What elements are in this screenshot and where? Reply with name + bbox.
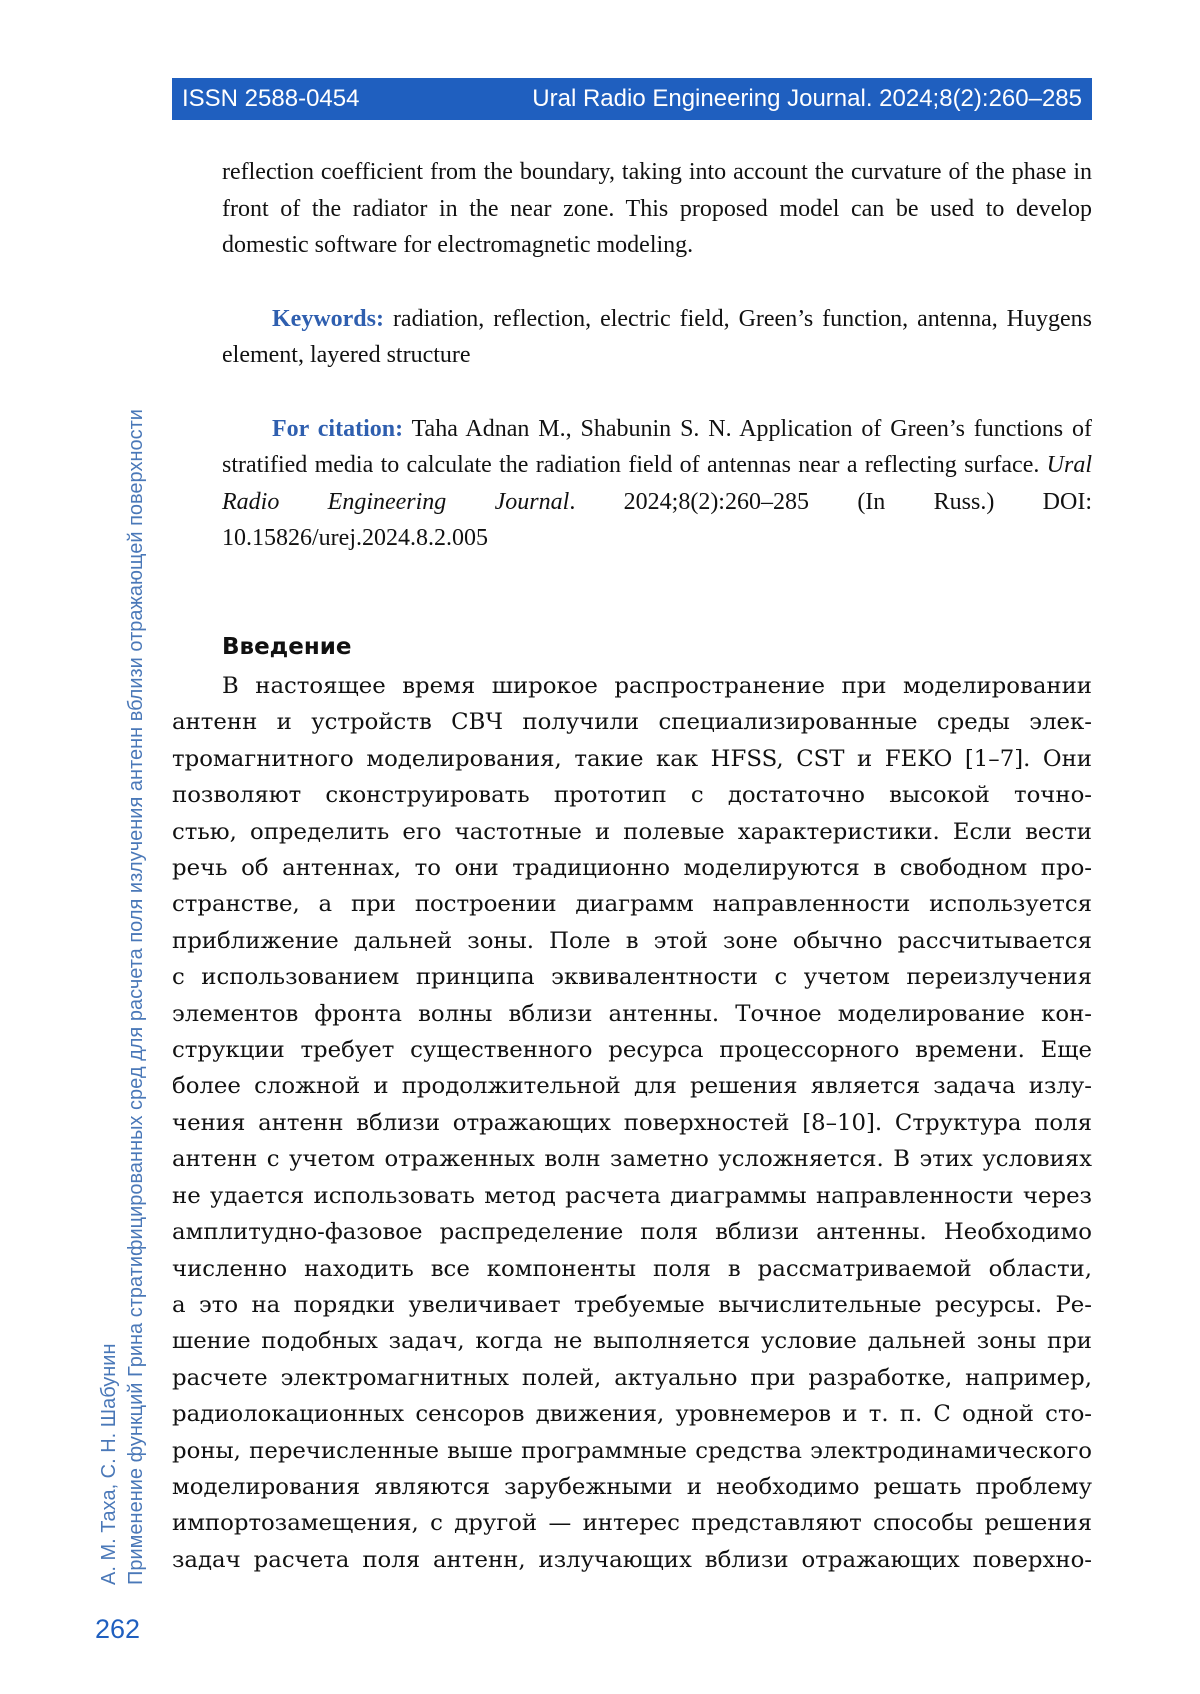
body-text-line: струкции требует существенного ресурса процессорного времени. Еще [172, 1037, 1092, 1064]
body-text-line: приближение дальней зоны. Поле в этой зоне обычно рассчитывается [172, 927, 1092, 954]
body-text-line: с использованием принципа эквивалентности с учетом переизлучения [172, 964, 1092, 991]
citation-journal: Ural Radio Engineering Journal [222, 452, 1093, 515]
body-text-line: позволяют сконструировать прототип с достаточно высокой точно- [172, 782, 1092, 809]
body-text-line: импортозамещения, с другой — интерес представляют способы решения [172, 1510, 1092, 1537]
citation-paragraph [222, 411, 1092, 557]
keywords-paragraph [222, 301, 1092, 374]
body-text-line: чения антенн вблизи отражающих поверхностей [8–10]. Структура поля [172, 1109, 1092, 1136]
citation-label: For citation: [272, 415, 404, 442]
body-text-line: шение подобных задач, когда не выполняется условие дальней зоны при [172, 1328, 1092, 1355]
journal-header-band [172, 78, 1092, 120]
body-text-line: речь об антеннах, то они традиционно моделируются в свободном про- [172, 855, 1092, 882]
body-text-line: элементов фронта волны вблизи антенны. Точное моделирование кон- [172, 1000, 1092, 1027]
sidebar-authors: А. М. Таха, С. Н. Шабунин [98, 1343, 120, 1585]
abstract-block [222, 154, 1092, 557]
body-text-line: странстве, а при построении диаграмм направленности используется [172, 891, 1092, 918]
body-text-line: расчете электромагнитных полей, актуально при разработке, например, [172, 1364, 1092, 1391]
body-text-line: стью, определить его частотные и полевые характеристики. Если вести [172, 818, 1092, 845]
body-text-line: тромагнитного моделирования, такие как HFSS, CST и FEKO [1–7]. Они [172, 745, 1092, 772]
journal-citation-label: Ural Radio Engineering Journal. 2024;8(2):260–285 [532, 85, 1082, 112]
body-text-line: численно находить все компоненты поля в рассматриваемой области, [172, 1255, 1092, 1282]
page-number: 262 [95, 1614, 141, 1644]
body-text-line: радиолокационных сенсоров движения, уровнемеров и т. п. С одной сто- [172, 1401, 1092, 1428]
body-text-line: амплитудно-фазовое распределение поля вблизи антенны. Необходимо [172, 1219, 1092, 1246]
body-text-line: моделирования являются зарубежными и необходимо решать проблему [172, 1473, 1092, 1500]
body-text-line: задач расчета поля антенн, излучающих вблизи отражающих поверхно- [172, 1546, 1092, 1573]
citation-details: . 2024;8(2):260–285 (In Russ.) DOI: 10.15826/urej.2024.8.2.005 [222, 488, 1092, 551]
section-heading: Введение [222, 634, 352, 660]
citation-text: Taha Adnan M., Shabunin S. N. Application of Green’s functions of stratified media to calculate the radiation field of antennas near a reflecting surface. [222, 415, 1093, 478]
body-text-line: антенн с учетом отраженных волн заметно усложняется. В этих условиях [172, 1146, 1092, 1173]
keywords-text: radiation, reflection, electric field, Green’s function, antenna, Huygens element, layered structure [222, 305, 1092, 368]
body-text-line: а это на порядки увеличивает требуемые вычислительные ресурсы. Ре- [172, 1291, 1092, 1318]
sidebar-article-title: Применение функций Грина стратифицированных сред для расчета поля излучения антенн вблизи отражающей поверхности [125, 409, 147, 1585]
body-text-line: более сложной и продолжительной для решения является задача излу- [172, 1073, 1092, 1100]
issn-label: ISSN 2588-0454 [182, 85, 360, 112]
abstract-continuation: reflection coefficient from the boundary, taking into account the curvature of the phase in front of the radiator in the near zone. This proposed model can be used to develop domestic software for electromagnetic modeling. [222, 159, 1092, 258]
keywords-label: Keywords: [272, 305, 384, 332]
body-text-line: антенн и устройств СВЧ получили специализированные среды элек- [172, 709, 1092, 736]
body-text-line: В настоящее время широкое распространение при моделировании [222, 673, 1092, 699]
body-text-line: не удается использовать метод расчета диаграммы направленности через [172, 1182, 1092, 1209]
running-sidebar [96, 285, 156, 1585]
body-text-line: роны, перечисленные выше программные средства электродинамического [172, 1437, 1092, 1464]
section-body [172, 668, 1092, 1578]
